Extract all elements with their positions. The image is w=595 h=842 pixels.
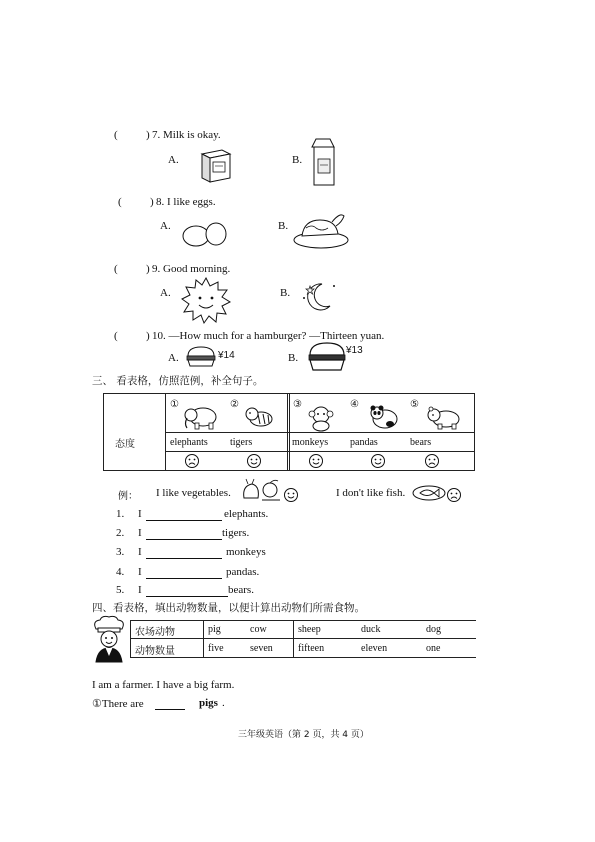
attitude-row-label: 态度 — [115, 439, 135, 450]
q1-end: . — [222, 697, 225, 709]
farm-count-3: fifteen — [298, 643, 325, 654]
farm-count-5: one — [426, 643, 441, 654]
sad-face-icon — [186, 455, 199, 468]
item-subject: I — [138, 584, 142, 596]
item-ending: tigers. — [222, 527, 250, 539]
animal-number-2: ② — [230, 399, 239, 410]
sad-face-icon — [426, 455, 439, 468]
happy-face-icon — [310, 455, 323, 468]
answer-blank-2[interactable] — [146, 528, 222, 540]
q9-option-b-label: B. — [280, 287, 291, 299]
q10-text: 10. —How much for a hamburger? —Thirteen yuan. — [152, 330, 385, 342]
answer-blank-3[interactable] — [146, 547, 222, 559]
item-subject: I — [138, 546, 142, 558]
example-sentence-1: I like vegetables. — [156, 487, 231, 499]
happy-face-icon — [248, 455, 261, 468]
animal-name-1: elephants — [170, 437, 208, 448]
q8-option-a-label: A. — [160, 220, 171, 232]
animal-number-1: ① — [170, 399, 179, 410]
animal-name-3: monkeys — [292, 437, 329, 448]
q9-option-a-label: A. — [160, 287, 171, 299]
farm-animals-label: 农场动物 — [135, 627, 175, 638]
happy-face-icon — [283, 487, 299, 503]
item-subject: I — [138, 527, 142, 539]
item-number: 3. — [116, 546, 125, 558]
item-ending: elephants. — [224, 508, 269, 520]
example-sentence-2: I don't like fish. — [336, 487, 406, 499]
item-subject: I — [138, 508, 142, 520]
q8-text: 8. I like eggs. — [156, 196, 216, 208]
q8-paren-open: ( — [118, 196, 122, 208]
q7-option-b-label: B. — [292, 154, 303, 166]
farm-count-1: five — [208, 643, 224, 654]
q8-paren-close: ) — [150, 196, 154, 208]
farm-count-4: eleven — [361, 643, 388, 654]
fish-plate-icon — [412, 482, 446, 502]
q7-paren-open: ( — [114, 129, 118, 141]
q10-option-b-label: B. — [288, 352, 299, 364]
item-number: 2. — [116, 527, 125, 539]
item-number: 5. — [116, 584, 125, 596]
item-number: 1. — [116, 508, 125, 520]
item-ending: bears. — [228, 584, 254, 596]
item-subject: I — [138, 566, 142, 578]
animal-name-4: pandas — [350, 437, 378, 448]
animal-number-4: ④ — [350, 399, 359, 410]
answer-blank-1[interactable] — [146, 509, 222, 521]
answer-blank-4[interactable] — [146, 567, 222, 579]
q9-paren-close: ) — [146, 263, 150, 275]
q10-price-b: ¥13 — [346, 345, 363, 356]
animal-name-2: tigers — [230, 437, 253, 448]
q7-option-a-label: A. — [168, 154, 179, 166]
vegetables-icon — [240, 478, 284, 504]
section3-heading: 三、 看表格，仿照范例，补全句子。 — [92, 375, 264, 387]
q7-text: 7. Milk is okay. — [152, 129, 221, 141]
farm-animal-1: pig — [208, 624, 221, 635]
item-number: 4. — [116, 566, 125, 578]
animal-name-5: bears — [410, 437, 432, 448]
q9-text: 9. Good morning. — [152, 263, 231, 275]
farm-count-2: seven — [250, 643, 273, 654]
animal-number-5: ⑤ — [410, 399, 419, 410]
q10-option-a-label: A. — [168, 352, 179, 364]
q10-price-a: ¥14 — [218, 350, 235, 361]
farm-animal-4: duck — [361, 624, 381, 635]
item-ending: monkeys — [226, 546, 266, 558]
q9-paren-open: ( — [114, 263, 118, 275]
q7-paren-close: ) — [146, 129, 150, 141]
animal-count-label: 动物数量 — [135, 646, 175, 657]
farm-animal-2: cow — [250, 624, 267, 635]
farmer-intro: I am a farmer. I have a big farm. — [92, 679, 235, 691]
example-label: 例： — [118, 491, 138, 502]
item-ending: pandas. — [226, 566, 260, 578]
sad-face-icon — [446, 487, 462, 503]
animal-number-3: ③ — [293, 399, 302, 410]
q1-answer-word: pigs — [199, 697, 218, 709]
section4-heading: 四、看表格，填出动物数量，以便计算出动物们所需食物。 — [92, 602, 365, 614]
q10-paren-open: ( — [114, 330, 118, 342]
happy-face-icon — [372, 455, 385, 468]
answer-blank-5[interactable] — [146, 585, 228, 597]
q8-option-b-label: B. — [278, 220, 289, 232]
q10-paren-close: ) — [146, 330, 150, 342]
q1-prefix: ①There are — [92, 698, 144, 710]
page-footer: 三年级英语（第 2 页，共 4 页） — [238, 730, 369, 740]
pig-count-blank[interactable] — [155, 698, 185, 710]
farmer-chef-icon — [88, 615, 130, 663]
farm-animal-5: dog — [426, 624, 441, 635]
farm-animal-3: sheep — [298, 624, 321, 635]
